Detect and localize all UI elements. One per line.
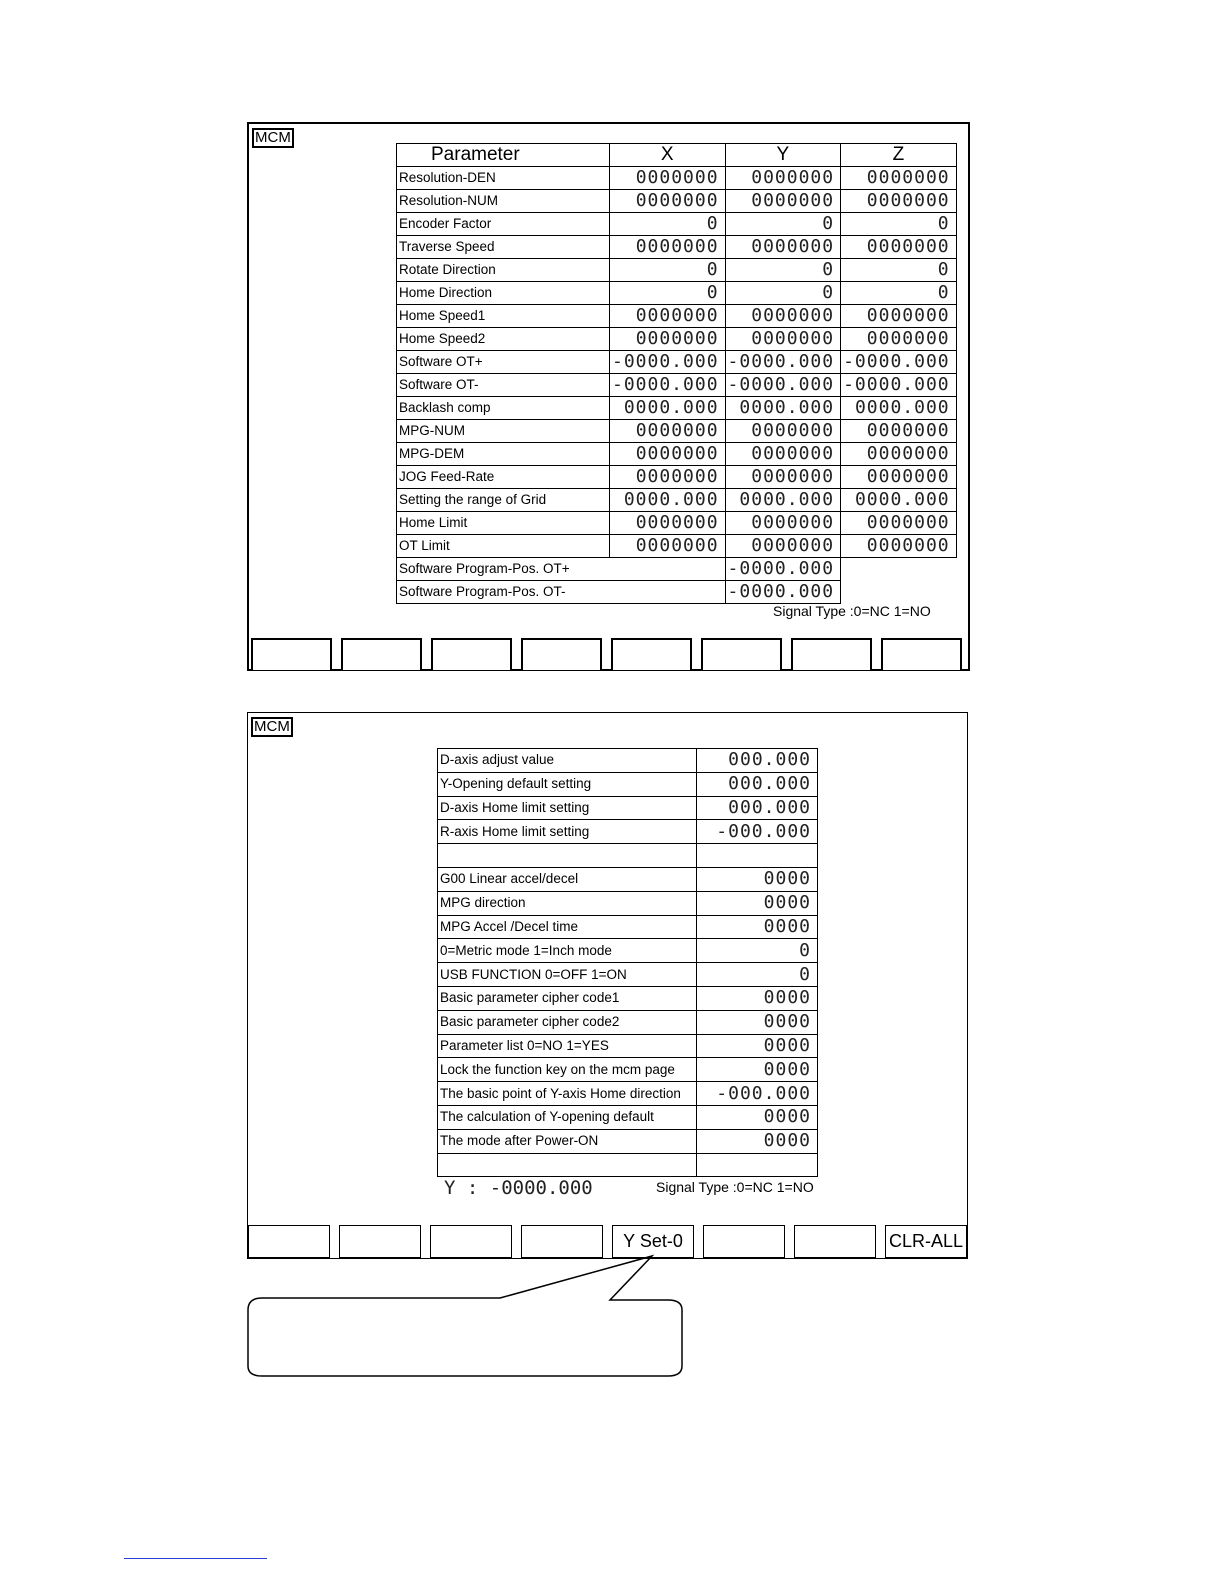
- parameter-label: JOG Feed-Rate: [397, 466, 610, 489]
- value-x[interactable]: -0000.000: [610, 351, 726, 374]
- table-row: [438, 963, 818, 987]
- value-x[interactable]: 0000000: [610, 236, 726, 259]
- parameter-value[interactable]: 0000: [697, 891, 818, 915]
- table-row: [397, 535, 957, 558]
- parameter-label: MPG direction: [438, 891, 697, 915]
- table-row: [438, 820, 818, 844]
- fkey-7-button[interactable]: [791, 638, 872, 670]
- table-row: [397, 466, 957, 489]
- value-y[interactable]: 0000000: [725, 443, 841, 466]
- table-row: [438, 939, 818, 963]
- parameter-value[interactable]: -000.000: [697, 820, 818, 844]
- table-row: [397, 397, 957, 420]
- value-z[interactable]: 0000.000: [841, 489, 957, 512]
- value-z[interactable]: 0000000: [841, 167, 957, 190]
- parameter-value[interactable]: 0000: [697, 1034, 818, 1058]
- parameter-label: Home Direction: [397, 282, 610, 305]
- table-row: [438, 915, 818, 939]
- fkey-clr-all-button[interactable]: CLR-ALL: [885, 1225, 967, 1258]
- parameter-value[interactable]: [697, 1153, 818, 1177]
- table-row: [397, 420, 957, 443]
- value-x[interactable]: 0: [610, 282, 726, 305]
- value-z[interactable]: 0000000: [841, 236, 957, 259]
- mcm-parameter-screen-2: [247, 712, 968, 1259]
- program-row: [397, 581, 957, 604]
- fkey-6-button[interactable]: [703, 1225, 785, 1258]
- table-row: [438, 1153, 818, 1177]
- header-y: Y: [725, 144, 841, 167]
- value-x[interactable]: -0000.000: [610, 374, 726, 397]
- fkey-6-button[interactable]: [701, 638, 782, 670]
- parameter-value[interactable]: 0000: [697, 1105, 818, 1129]
- fkey-7-button[interactable]: [794, 1225, 876, 1258]
- program-row: [397, 558, 957, 581]
- value-y[interactable]: 0000000: [725, 328, 841, 351]
- parameter-label: Lock the function key on the mcm page: [438, 1058, 697, 1082]
- table-row: [397, 305, 957, 328]
- empty-cell: [841, 558, 957, 581]
- value-z[interactable]: 0000000: [841, 535, 957, 558]
- table-row: [438, 1010, 818, 1034]
- parameter-value[interactable]: 0000: [697, 1058, 818, 1082]
- value-y[interactable]: 0000000: [725, 167, 841, 190]
- value-y[interactable]: 0: [725, 259, 841, 282]
- value-z[interactable]: 0: [841, 259, 957, 282]
- parameter-label: Traverse Speed: [397, 236, 610, 259]
- fkey-1-button[interactable]: [251, 638, 332, 670]
- parameter-label: 0=Metric mode 1=Inch mode: [438, 939, 697, 963]
- callout-bubble: [244, 1248, 688, 1378]
- signal-type-note: Signal Type :0=NC 1=NO: [656, 1179, 814, 1195]
- table-row: [438, 867, 818, 891]
- parameter-value[interactable]: 000.000: [697, 749, 818, 773]
- y-position-readout: Y : -0000.000: [444, 1177, 593, 1199]
- value-x[interactable]: 0000000: [610, 443, 726, 466]
- empty-cell: [841, 581, 957, 604]
- value-x[interactable]: 0000000: [610, 512, 726, 535]
- value-x[interactable]: 0000000: [610, 190, 726, 213]
- parameter-label: USB FUNCTION 0=OFF 1=ON: [438, 963, 697, 987]
- parameter-label: R-axis Home limit setting: [438, 820, 697, 844]
- table-row: [397, 512, 957, 535]
- table-row: [397, 328, 957, 351]
- signal-type-note: Signal Type :0=NC 1=NO: [773, 603, 931, 619]
- value-z[interactable]: -0000.000: [841, 374, 957, 397]
- parameter-value[interactable]: 0: [697, 963, 818, 987]
- fkey-5-button[interactable]: [611, 638, 692, 670]
- value-y[interactable]: 0000000: [725, 420, 841, 443]
- value-x[interactable]: 0: [610, 259, 726, 282]
- parameter-label: The basic point of Y-axis Home direction: [438, 1082, 697, 1106]
- value-y[interactable]: 0: [725, 282, 841, 305]
- header-z: Z: [841, 144, 957, 167]
- mcm-page-tag: MCM: [251, 717, 293, 737]
- parameter-label: Basic parameter cipher code2: [438, 1010, 697, 1034]
- parameter-label: Home Limit: [397, 512, 610, 535]
- value-z[interactable]: -0000.000: [841, 351, 957, 374]
- parameter-label: The mode after Power-ON: [438, 1129, 697, 1153]
- value-z[interactable]: 0000000: [841, 512, 957, 535]
- parameter-label: Parameter list 0=NO 1=YES: [438, 1034, 697, 1058]
- value-x[interactable]: 0000000: [610, 167, 726, 190]
- parameter-value[interactable]: 000.000: [697, 796, 818, 820]
- function-key-bar: [251, 638, 962, 670]
- machine-parameter-table: [437, 748, 818, 1177]
- parameter-value[interactable]: -000.000: [697, 1082, 818, 1106]
- value-z[interactable]: 0: [841, 282, 957, 305]
- value-x[interactable]: 0000.000: [610, 397, 726, 420]
- table-row: [438, 1058, 818, 1082]
- value-z[interactable]: 0000000: [841, 305, 957, 328]
- parameter-label: Software OT-: [397, 374, 610, 397]
- table-row: [397, 167, 957, 190]
- table-row: [397, 190, 957, 213]
- parameter-label: The calculation of Y-opening default: [438, 1105, 697, 1129]
- parameter-value[interactable]: [697, 844, 818, 868]
- table-row: [397, 282, 957, 305]
- value-x[interactable]: 0000000: [610, 328, 726, 351]
- table-row: [397, 213, 957, 236]
- program-value[interactable]: -0000.000: [725, 558, 841, 581]
- parameter-label: Y-Opening default setting: [438, 772, 697, 796]
- parameter-label: Setting the range of Grid: [397, 489, 610, 512]
- table-row: [397, 489, 957, 512]
- table-row: [438, 749, 818, 773]
- value-y[interactable]: 0000.000: [725, 397, 841, 420]
- parameter-label: Resolution-DEN: [397, 167, 610, 190]
- parameter-value[interactable]: 0000: [697, 1129, 818, 1153]
- value-x[interactable]: 0000.000: [610, 489, 726, 512]
- parameter-label: OT Limit: [397, 535, 610, 558]
- value-y[interactable]: -0000.000: [725, 351, 841, 374]
- parameter-label: [438, 1153, 697, 1177]
- parameter-label: Software OT+: [397, 351, 610, 374]
- parameter-value[interactable]: 0000: [697, 915, 818, 939]
- value-y[interactable]: 0: [725, 213, 841, 236]
- program-value[interactable]: -0000.000: [725, 581, 841, 604]
- table-row: [397, 443, 957, 466]
- parameter-value[interactable]: 0000: [697, 867, 818, 891]
- parameter-label: Backlash comp: [397, 397, 610, 420]
- parameter-label: D-axis adjust value: [438, 749, 697, 773]
- value-y[interactable]: 0000000: [725, 236, 841, 259]
- table-row: [438, 1129, 818, 1153]
- fkey-8-button[interactable]: [881, 638, 962, 670]
- parameter-label: Software Program-Pos. OT-: [397, 581, 726, 604]
- value-y[interactable]: 0000000: [725, 512, 841, 535]
- value-x[interactable]: 0000000: [610, 535, 726, 558]
- value-x[interactable]: 0000000: [610, 420, 726, 443]
- parameter-label: [438, 844, 697, 868]
- mcm-page-tag: MCM: [252, 128, 294, 148]
- value-x[interactable]: 0000000: [610, 305, 726, 328]
- value-y[interactable]: 0000.000: [725, 489, 841, 512]
- parameter-label: Home Speed2: [397, 328, 610, 351]
- parameter-value[interactable]: 0000: [697, 1010, 818, 1034]
- table-row: [438, 891, 818, 915]
- value-z[interactable]: 0000000: [841, 420, 957, 443]
- header-x: X: [610, 144, 726, 167]
- table-row: [438, 1105, 818, 1129]
- value-z[interactable]: 0000000: [841, 443, 957, 466]
- value-y[interactable]: 0000000: [725, 535, 841, 558]
- table-row: [438, 986, 818, 1010]
- fkey-2-button[interactable]: [341, 638, 422, 670]
- parameter-label: G00 Linear accel/decel: [438, 867, 697, 891]
- axis-parameter-table: [396, 143, 957, 604]
- value-z[interactable]: 0000000: [841, 190, 957, 213]
- fkey-4-button[interactable]: [521, 638, 602, 670]
- parameter-label: Rotate Direction: [397, 259, 610, 282]
- parameter-label: MPG-NUM: [397, 420, 610, 443]
- parameter-label: MPG-DEM: [397, 443, 610, 466]
- value-z[interactable]: 0000000: [841, 328, 957, 351]
- value-y[interactable]: -0000.000: [725, 374, 841, 397]
- mcm-parameter-screen-1: [247, 122, 970, 671]
- value-x[interactable]: 0000000: [610, 466, 726, 489]
- header-parameter: Parameter: [397, 144, 610, 167]
- value-y[interactable]: 0000000: [725, 466, 841, 489]
- table-row: [397, 351, 957, 374]
- table-row: [438, 1082, 818, 1106]
- parameter-value[interactable]: 0000: [697, 986, 818, 1010]
- parameter-label: Encoder Factor: [397, 213, 610, 236]
- parameter-value[interactable]: 000.000: [697, 772, 818, 796]
- table-row: [438, 772, 818, 796]
- table-row: [397, 236, 957, 259]
- value-z[interactable]: 0000000: [841, 466, 957, 489]
- parameter-label: D-axis Home limit setting: [438, 796, 697, 820]
- value-y[interactable]: 0000000: [725, 305, 841, 328]
- parameter-label: Software Program-Pos. OT+: [397, 558, 726, 581]
- fkey-3-button[interactable]: [431, 638, 512, 670]
- value-y[interactable]: 0000000: [725, 190, 841, 213]
- table-header-row: [397, 144, 957, 167]
- parameter-label: Basic parameter cipher code1: [438, 986, 697, 1010]
- parameter-value[interactable]: 0: [697, 939, 818, 963]
- value-z[interactable]: 0000.000: [841, 397, 957, 420]
- table-row: [438, 844, 818, 868]
- fkey-y-set-0-button[interactable]: Y Set-0: [612, 1225, 694, 1258]
- table-row: [397, 259, 957, 282]
- value-x[interactable]: 0: [610, 213, 726, 236]
- table-row: [438, 796, 818, 820]
- parameter-label: Home Speed1: [397, 305, 610, 328]
- value-z[interactable]: 0: [841, 213, 957, 236]
- table-row: [438, 1034, 818, 1058]
- parameter-label: MPG Accel /Decel time: [438, 915, 697, 939]
- parameter-label: Resolution-NUM: [397, 190, 610, 213]
- footnote-rule: [124, 1558, 267, 1559]
- table-row: [397, 374, 957, 397]
